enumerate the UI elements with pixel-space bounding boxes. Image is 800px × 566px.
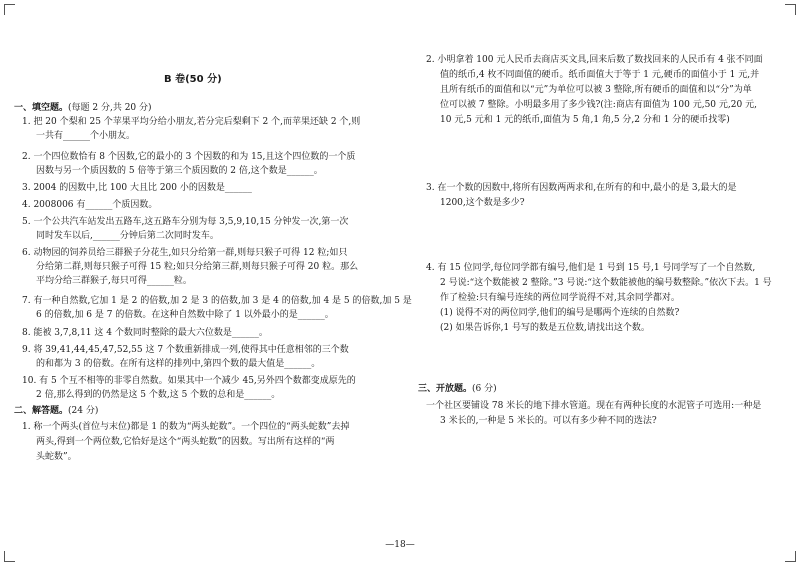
section-heading: 三、开放题。(6 分) (418, 384, 497, 394)
crop-mark (4, 551, 15, 562)
section-heading: 二、解答题。(24 分) (14, 406, 99, 416)
page-number: —18— (385, 540, 415, 550)
question: 3. 2004 的因数中,比 100 大且比 200 小的因数是______ (22, 183, 252, 193)
exam-page: B 卷(50 分) 一、填空题。(每题 2 分,共 20 分) 1. 把 20 个梨和 25 个苹果平均分给小朋友,若分完后梨剩下 2 个,而苹果还缺 2 个,则 一共有______个小朋友。 2. 一个四位数恰有 8 个因数,它的最小的 3 个因数的和为 15,且这个四位数的一个质 因数与另一个质因数的 5 倍等于第三个质因数的 2 倍,这个数是______。 3. 2004 的因数中,比 100 大且比 200 小的因数是______ 4. 2008006 有______个质因数。 5. 一个公共汽车站发出五路车,这五路车分别为每 3,5,9,10,15 分钟发一次,第一次 同时发车以后,______分钟后第二次同时发车。 6. 动物园的饲养员给三群猴子分花生,如只分给第一群,则每只猴子可得 12 粒;如只 分给第二群,则每只猴子可得 15 粒;如只分给第三群,则每只猴子可得 20 粒。那么 平均分给三群猴子,每只可得______粒。 7. 有一种自然数,它加 1 是 2 的倍数,加 2 是 3 的倍数,加 3 是 4 的倍数,加 4 是 5 的倍数,加 5 是 6 的倍数,加 6 是 7 的倍数。在这种自然数中除了 1 以外最小的是______。 8. 能被 3,7,8,11 这 4 个数同时整除的最大六位数是______。 9. 将 39,41,44,45,47,52,55 这 7 个数重新排成一列,使得其中任意相邻的三个数 的和都为 3 的倍数。在所有这样的排列中,第四个数的最大值是______。 10. 有 5 个互不相等的非零自然数。如果其中一个减少 45,另外四个数都变成原先的 2 倍,那么得到的仍然是这 5 个数,这 5 个数的总和是______。 二、解答题。(24 分) 1. 称一个两头(首位与末位)都是 1 的数为“两头蛇数”。一个四位的“两头蛇数”去掉 两头,得到一个两位数,它恰好是这个“两头蛇数”的因数。写出所有这样的“两 头蛇数”。 2. 小明拿着 100 元人民币去商店买文具,回来后数了数找回来的人民币有 4 张不同面 值的纸币,4 枚不同面值的硬币。纸币面值大于等于 1 元,硬币的面值小于 1 元,并 且所有纸币的面值和以“元”为单位可以被 3 整除,所有硬币的面值和以“分”为单 位可以被 7 整除。小明最多用了多少钱?(注:商店有面值为 100 元,50 元,20 元, 10 元,5 元和 1 元的纸币,面值为 5 角,1 角,5 分,2 分和 1 分的硬币找零) 3. 在一个数的因数中,将所有因数两两求和,在所有的和中,最小的是 3,最大的是 1200,这个数是多少? 4. 有 15 位同学,每位同学都有编号,他们是 1 号到 15 号,1 号同学写了一个自然数, 2 号说:“这个数能被 2 整除。”3 号说:“这个数能被他的编号数整除。”依次下去。1 号 作了检验:只有编号连续的两位同学说得不对,其余同学都对。 (1) 说得不对的两位同学,他们的编号是哪两个连续的自然数? (2) 如果告诉你,1 号写的数是五位数,请找出这个数。 三、开放题。(6 分) 一个社区要铺设 78 米长的地下排水管道。现在有两种长度的水泥管子可选用:一种是 3 米长的,一种是 5 米长的。可以有多少种不同的选法? —18— (0, 0, 800, 566)
crop-mark (785, 4, 796, 15)
question: 4. 2008006 有______个质因数。 (22, 200, 158, 210)
section-heading: 一、填空题。(每题 2 分,共 20 分) (14, 103, 152, 113)
crop-mark (4, 4, 15, 15)
page-title: B 卷(50 分) (164, 74, 222, 85)
crop-mark (785, 551, 796, 562)
question: 8. 能被 3,7,8,11 这 4 个数同时整除的最大六位数是______。 (22, 328, 268, 338)
